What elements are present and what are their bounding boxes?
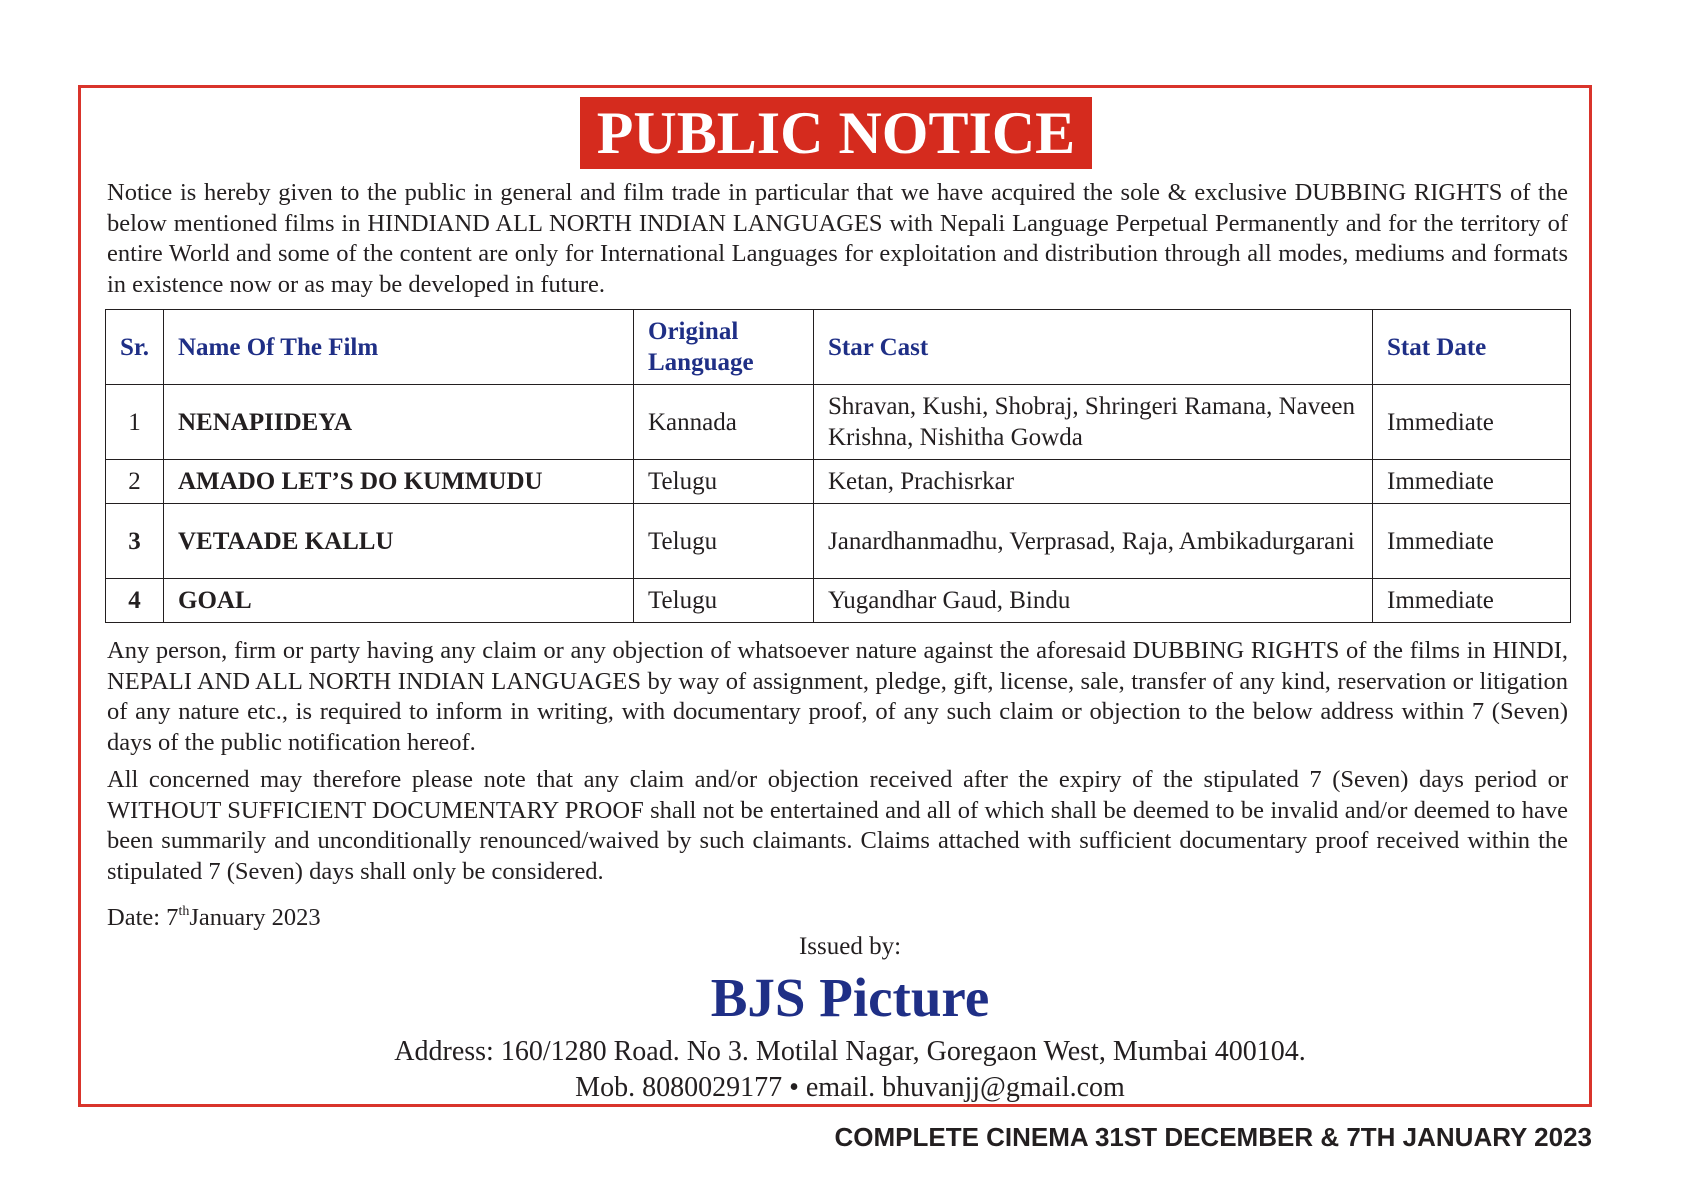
row-start-date: Immediate: [1373, 504, 1571, 579]
table-header-row: [106, 310, 1571, 385]
table-row: [106, 579, 1571, 623]
table-row: [106, 460, 1571, 504]
header-original-language: Original Language: [634, 310, 814, 385]
row-sr: 3: [106, 504, 164, 579]
row-star-cast: Ketan, Prachisrkar: [814, 460, 1373, 504]
company-name: BJS Picture: [710, 967, 990, 1028]
films-table: [105, 309, 1571, 623]
header-sr: Sr.: [106, 310, 164, 385]
date-ordinal-suffix: th: [178, 904, 190, 919]
row-language: Telugu: [634, 460, 814, 504]
notice-date: [107, 903, 321, 933]
row-star-cast: Janardhanmadhu, Verprasad, Raja, Ambikadurgarani: [814, 504, 1373, 579]
header-start-date: Stat Date: [1373, 310, 1571, 385]
row-start-date: Immediate: [1373, 579, 1571, 623]
issued-by-label: Issued by:: [798, 933, 902, 960]
row-film-name: GOAL: [164, 579, 634, 623]
notice-title: PUBLIC NOTICE: [580, 97, 1092, 169]
table-row: [106, 504, 1571, 579]
row-film-name: NENAPIIDEYA: [164, 385, 634, 460]
row-star-cast: Yugandhar Gaud, Bindu: [814, 579, 1373, 623]
date-label: Date: 7: [107, 904, 179, 931]
table-row: [106, 385, 1571, 460]
row-language: Telugu: [634, 504, 814, 579]
row-sr: 2: [106, 460, 164, 504]
row-language: Kannada: [634, 385, 814, 460]
header-star-cast: Star Cast: [814, 310, 1373, 385]
company-address: Address: 160/1280 Road. No 3. Motilal Nagar, Goregaon West, Mumbai 400104.: [394, 1036, 1306, 1067]
row-star-cast: Shravan, Kushi, Shobraj, Shringeri Ramana, Naveen Krishna, Nishitha Gowda: [814, 385, 1373, 460]
row-start-date: Immediate: [1373, 385, 1571, 460]
date-month-year: January 2023: [189, 904, 321, 931]
publication-footer: COMPLETE CINEMA 31ST DECEMBER & 7TH JANUARY 2023: [834, 1122, 1592, 1152]
row-film-name: VETAADE KALLU: [164, 504, 634, 579]
notice-intro-paragraph: Notice is hereby given to the public in general and film trade in particular that we have acquired the sole & exclusive DUBBING RIGHTS of the below mentioned films in HINDIAND ALL NORTH INDIAN LANGUAGES with Nepali Language Perpetual Permanently and for the territory of entire World and some of the content are only for International Languages for exploitation and distribution through all modes, mediums and formats in existence now or as may be developed in future.: [107, 179, 1568, 298]
row-film-name: AMADO LET’S DO KUMMUDU: [164, 460, 634, 504]
objection-paragraph: Any person, firm or party having any claim or any objection of whatsoever nature against the aforesaid DUBBING RIGHTS of the films in HINDI, NEPALI AND ALL NORTH INDIAN LANGUAGES by way of assignment, pledge, gift, license, sale, transfer of any kind, reservation or litigation of any nature etc., is required to inform in writing, with documentary proof, of any such claim or objection to the below address within 7 (Seven) days of the public notification hereof.: [107, 637, 1568, 756]
row-language: Telugu: [634, 579, 814, 623]
row-sr: 1: [106, 385, 164, 460]
company-contact: Mob. 8080029177 • email. bhuvanjj@gmail.com: [575, 1072, 1125, 1103]
row-sr: 4: [106, 579, 164, 623]
header-film-name: Name Of The Film: [164, 310, 634, 385]
caution-paragraph: All concerned may therefore please note that any claim and/or objection received after the expiry of the stipulated 7 (Seven) days period or WITHOUT SUFFICIENT DOCUMENTARY PROOF shall not be entertained and all of which shall be deemed to be invalid and/or deemed to have been summarily and unconditionally renounced/waived by such claimants. Claims attached with sufficient documentary proof received within the stipulated 7 (Seven) days shall only be considered.: [107, 766, 1568, 885]
row-start-date: Immediate: [1373, 460, 1571, 504]
